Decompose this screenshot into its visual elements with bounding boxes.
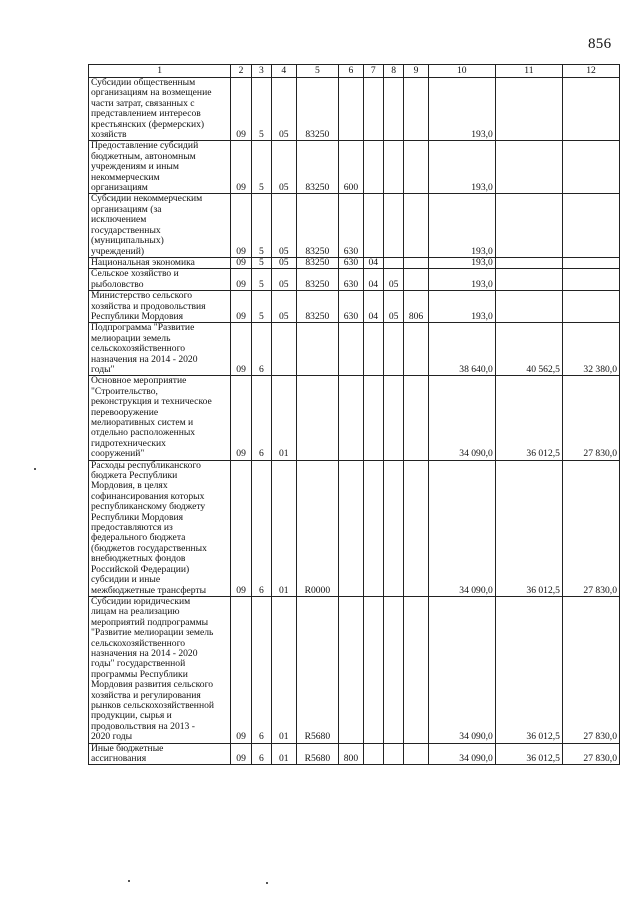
table-cell bbox=[339, 376, 363, 460]
table-cell: 630 bbox=[339, 269, 363, 291]
table-cell bbox=[296, 323, 339, 376]
table-cell: 01 bbox=[272, 460, 296, 596]
row-name-line: внебюджетных фондов bbox=[91, 553, 186, 565]
row-name-line: исключением bbox=[91, 214, 147, 226]
row-name-line: Иные бюджетные bbox=[91, 742, 164, 754]
row-name-line: гидротехнических bbox=[91, 437, 166, 449]
row-name-line: мероприятий подпрограммы bbox=[91, 616, 209, 628]
table-cell bbox=[404, 257, 428, 268]
table-cell bbox=[339, 323, 363, 376]
table-cell bbox=[296, 376, 339, 460]
row-name-line: 2020 годы bbox=[91, 731, 133, 743]
column-header: 12 bbox=[562, 65, 619, 78]
row-name-line: Сельское хозяйство и bbox=[91, 268, 179, 280]
table-cell: 01 bbox=[272, 743, 296, 765]
row-name-line: хозяйства и регулирования bbox=[91, 689, 201, 701]
table-cell bbox=[363, 323, 383, 376]
row-name-line: лицам на реализацию bbox=[91, 606, 180, 618]
table-cell: 193,0 bbox=[428, 291, 495, 323]
row-name-line: организациям (за bbox=[91, 203, 162, 215]
table-cell bbox=[404, 78, 428, 141]
table-cell: 630 bbox=[339, 291, 363, 323]
table-cell: 05 bbox=[272, 257, 296, 268]
table-cell bbox=[404, 596, 428, 743]
table-row bbox=[89, 460, 620, 596]
table-cell: 193,0 bbox=[428, 78, 495, 141]
table-cell bbox=[562, 291, 619, 323]
row-name-cell bbox=[89, 291, 231, 323]
row-name-line: бюджетным, автономным bbox=[91, 150, 196, 162]
row-name-line: "Развитие мелиорации земель bbox=[91, 627, 214, 639]
table-cell bbox=[363, 743, 383, 765]
row-name-line: сельскохозяйственного bbox=[91, 343, 186, 355]
table-cell: 806 bbox=[404, 291, 428, 323]
table-cell: 83250 bbox=[296, 269, 339, 291]
table-cell bbox=[562, 78, 619, 141]
table-cell: 630 bbox=[339, 257, 363, 268]
table-cell bbox=[562, 269, 619, 291]
row-name-line: Мордовия, в целях bbox=[91, 480, 168, 492]
table-cell: 5 bbox=[251, 78, 271, 141]
row-name-line: сооружений" bbox=[91, 448, 145, 460]
table-row bbox=[89, 257, 620, 268]
row-name-line: организациям bbox=[91, 182, 148, 194]
table-cell: 05 bbox=[272, 141, 296, 194]
row-name-line: "Строительство, bbox=[91, 385, 158, 397]
column-header: 5 bbox=[296, 65, 339, 78]
row-name-cell bbox=[89, 269, 231, 291]
table-cell: 09 bbox=[231, 269, 251, 291]
row-name-line: годы" государственной bbox=[91, 658, 186, 670]
table-cell: 5 bbox=[251, 194, 271, 257]
row-name-cell bbox=[89, 460, 231, 596]
table-body bbox=[89, 78, 620, 765]
table-row bbox=[89, 78, 620, 141]
table-cell bbox=[363, 194, 383, 257]
table-cell: 34 090,0 bbox=[428, 596, 495, 743]
table-cell: 05 bbox=[383, 269, 403, 291]
table-cell: 32 380,0 bbox=[562, 323, 619, 376]
table-cell: 34 090,0 bbox=[428, 743, 495, 765]
table-cell: 193,0 bbox=[428, 141, 495, 194]
row-name-line: субсидии и иные bbox=[91, 574, 161, 586]
row-name-line: Субсидии некоммерческим bbox=[91, 193, 203, 205]
row-name-line: Расходы республиканского bbox=[91, 459, 201, 471]
page-number: 856 bbox=[588, 36, 612, 52]
row-name-cell bbox=[89, 78, 231, 141]
table-cell bbox=[363, 141, 383, 194]
table-row bbox=[89, 141, 620, 194]
column-header: 8 bbox=[383, 65, 403, 78]
table-cell bbox=[363, 78, 383, 141]
row-name-line: организациям на возмещение bbox=[91, 87, 212, 99]
table-cell: 800 bbox=[339, 743, 363, 765]
table-cell: 5 bbox=[251, 269, 271, 291]
header-row bbox=[89, 65, 620, 78]
table-cell: 36 012,5 bbox=[495, 743, 562, 765]
table-cell: 27 830,0 bbox=[562, 596, 619, 743]
table-cell bbox=[404, 460, 428, 596]
table-cell bbox=[404, 323, 428, 376]
row-name-line: учреждений) bbox=[91, 245, 145, 257]
row-name-cell bbox=[89, 743, 231, 765]
table-cell: 6 bbox=[251, 596, 271, 743]
table-cell: 5 bbox=[251, 257, 271, 268]
table-cell: 05 bbox=[272, 194, 296, 257]
table-cell: 5 bbox=[251, 291, 271, 323]
row-name-line: Российской Федерации) bbox=[91, 563, 190, 575]
table-cell: 05 bbox=[272, 269, 296, 291]
row-name-line: отдельно расположенных bbox=[91, 427, 196, 439]
column-header: 11 bbox=[495, 65, 562, 78]
row-name-line: крестьянских (фермерских) bbox=[91, 118, 205, 130]
table-cell: 05 bbox=[383, 291, 403, 323]
table-cell: 83250 bbox=[296, 141, 339, 194]
table-cell: 09 bbox=[231, 78, 251, 141]
table-cell: 38 640,0 bbox=[428, 323, 495, 376]
table-cell: 36 012,5 bbox=[495, 460, 562, 596]
row-name-line: (бюджетов государственных bbox=[91, 542, 207, 554]
table-cell: 5 bbox=[251, 141, 271, 194]
table-cell bbox=[363, 376, 383, 460]
row-name-line: мелиорации земель bbox=[91, 332, 171, 344]
row-name-line: Мордовия развития сельского bbox=[91, 679, 214, 691]
row-name-line: Республики Мордовия bbox=[91, 511, 184, 523]
row-name-line: некоммерческим bbox=[91, 171, 160, 183]
table-cell bbox=[562, 257, 619, 268]
table-cell bbox=[562, 141, 619, 194]
row-name-line: федерального бюджета bbox=[91, 532, 186, 544]
table-cell: 40 562,5 bbox=[495, 323, 562, 376]
row-name-line: хозяйства и продовольствия bbox=[91, 300, 206, 312]
row-name-line: Национальная экономика bbox=[91, 256, 195, 268]
table-cell bbox=[495, 78, 562, 141]
table-cell: 09 bbox=[231, 460, 251, 596]
table-cell bbox=[383, 743, 403, 765]
table-row bbox=[89, 323, 620, 376]
table-cell: 193,0 bbox=[428, 257, 495, 268]
row-name-line: (муниципальных) bbox=[91, 235, 164, 247]
table-cell bbox=[339, 460, 363, 596]
column-header: 7 bbox=[363, 65, 383, 78]
table-cell bbox=[339, 78, 363, 141]
table-cell: R5680 bbox=[296, 743, 339, 765]
row-name-line: ассигнования bbox=[91, 753, 147, 764]
table-cell: 34 090,0 bbox=[428, 376, 495, 460]
table-cell: 09 bbox=[231, 323, 251, 376]
row-name-line: перевооружение bbox=[91, 406, 159, 418]
table-cell: R5680 bbox=[296, 596, 339, 743]
column-header: 9 bbox=[404, 65, 428, 78]
table-cell bbox=[383, 376, 403, 460]
table-cell: 09 bbox=[231, 257, 251, 268]
table-cell: 09 bbox=[231, 376, 251, 460]
table-cell: R0000 bbox=[296, 460, 339, 596]
table-cell bbox=[495, 141, 562, 194]
table-cell bbox=[404, 269, 428, 291]
table-cell: 09 bbox=[231, 743, 251, 765]
row-name-cell bbox=[89, 194, 231, 257]
row-name-line: Министерство сельского bbox=[91, 290, 193, 302]
table-cell bbox=[404, 141, 428, 194]
table-cell: 04 bbox=[363, 257, 383, 268]
row-name-line: годы" bbox=[91, 363, 115, 375]
table-row bbox=[89, 376, 620, 460]
table-cell: 01 bbox=[272, 596, 296, 743]
table-cell: 01 bbox=[272, 376, 296, 460]
table-cell: 83250 bbox=[296, 257, 339, 268]
table-cell: 09 bbox=[231, 194, 251, 257]
row-name-line: предоставляются из bbox=[91, 522, 173, 534]
row-name-line: Подпрограмма "Развитие bbox=[91, 322, 195, 334]
column-header: 6 bbox=[339, 65, 363, 78]
row-name-cell bbox=[89, 141, 231, 194]
row-name-line: Республики Мордовия bbox=[91, 310, 184, 322]
table-cell: 193,0 bbox=[428, 194, 495, 257]
table-cell: 27 830,0 bbox=[562, 376, 619, 460]
row-name-line: части затрат, связанных с bbox=[91, 97, 195, 109]
row-name-line: республиканскому бюджету bbox=[91, 501, 206, 513]
row-name-line: хозяйств bbox=[91, 129, 127, 141]
row-name-line: Предоставление субсидий bbox=[91, 140, 199, 152]
row-name-line: реконструкция и техническое bbox=[91, 396, 212, 408]
row-name-line: назначения на 2014 - 2020 bbox=[91, 353, 198, 365]
table-cell: 27 830,0 bbox=[562, 743, 619, 765]
table-cell: 83250 bbox=[296, 194, 339, 257]
row-name-line: софинансирования которых bbox=[91, 490, 205, 502]
column-header: 1 bbox=[89, 65, 231, 78]
table-cell bbox=[383, 323, 403, 376]
table-cell bbox=[404, 376, 428, 460]
table-cell: 04 bbox=[363, 269, 383, 291]
table-cell: 05 bbox=[272, 291, 296, 323]
table-cell: 83250 bbox=[296, 78, 339, 141]
table-row bbox=[89, 291, 620, 323]
scan-speck bbox=[128, 880, 130, 882]
table-cell bbox=[383, 257, 403, 268]
table-cell: 36 012,5 bbox=[495, 376, 562, 460]
table-row bbox=[89, 194, 620, 257]
row-name-line: межбюджетные трансферты bbox=[91, 584, 207, 596]
table-cell bbox=[562, 194, 619, 257]
table-cell bbox=[404, 194, 428, 257]
scan-speck bbox=[266, 882, 268, 884]
table-cell bbox=[363, 596, 383, 743]
row-name-line: Основное мероприятие bbox=[91, 375, 187, 387]
row-name-cell bbox=[89, 376, 231, 460]
table-cell bbox=[383, 596, 403, 743]
table-cell: 36 012,5 bbox=[495, 596, 562, 743]
row-name-cell bbox=[89, 323, 231, 376]
column-header: 4 bbox=[272, 65, 296, 78]
table-cell bbox=[495, 291, 562, 323]
table-cell bbox=[383, 460, 403, 596]
table-cell: 27 830,0 bbox=[562, 460, 619, 596]
table-row bbox=[89, 596, 620, 743]
row-name-line: представлением интересов bbox=[91, 108, 201, 120]
row-name-line: бюджета Республики bbox=[91, 470, 178, 482]
table-cell: 09 bbox=[231, 596, 251, 743]
table-cell: 09 bbox=[231, 141, 251, 194]
table-cell: 05 bbox=[272, 78, 296, 141]
table-cell: 04 bbox=[363, 291, 383, 323]
table-cell bbox=[383, 78, 403, 141]
table-cell bbox=[495, 269, 562, 291]
table-cell: 6 bbox=[251, 743, 271, 765]
row-name-line: рыболовство bbox=[91, 278, 144, 290]
column-header: 10 bbox=[428, 65, 495, 78]
table-cell bbox=[383, 194, 403, 257]
scan-speck bbox=[34, 468, 36, 470]
row-name-line: назначения на 2014 - 2020 bbox=[91, 647, 198, 659]
row-name-line: мелиоративных систем и bbox=[91, 417, 194, 428]
row-name-cell bbox=[89, 596, 231, 743]
row-name-line: продукции, сырья и bbox=[91, 710, 172, 722]
table-cell bbox=[272, 323, 296, 376]
row-name-line: сельскохозяйственного bbox=[91, 637, 186, 649]
budget-table bbox=[88, 64, 620, 765]
table-cell: 09 bbox=[231, 291, 251, 323]
table-cell: 630 bbox=[339, 194, 363, 257]
table-cell bbox=[339, 596, 363, 743]
row-name-line: Субсидии общественным bbox=[91, 77, 196, 88]
table-cell: 6 bbox=[251, 376, 271, 460]
table-cell: 600 bbox=[339, 141, 363, 194]
table-cell: 6 bbox=[251, 323, 271, 376]
table-cell bbox=[495, 257, 562, 268]
table-cell bbox=[363, 460, 383, 596]
table-cell: 83250 bbox=[296, 291, 339, 323]
row-name-line: рынков сельскохозяйственной bbox=[91, 699, 215, 711]
table-cell: 6 bbox=[251, 460, 271, 596]
table-cell: 34 090,0 bbox=[428, 460, 495, 596]
row-name-line: государственных bbox=[91, 224, 161, 236]
table-cell bbox=[404, 743, 428, 765]
column-header: 2 bbox=[231, 65, 251, 78]
table-cell: 193,0 bbox=[428, 269, 495, 291]
row-name-cell bbox=[89, 257, 231, 268]
row-name-line: продовольствия на 2013 - bbox=[91, 720, 195, 732]
row-name-line: программы Республики bbox=[91, 668, 188, 680]
row-name-line: учреждениям и иным bbox=[91, 161, 179, 173]
table-row bbox=[89, 269, 620, 291]
table-row bbox=[89, 743, 620, 765]
table-cell bbox=[383, 141, 403, 194]
column-header: 3 bbox=[251, 65, 271, 78]
row-name-line: Субсидии юридическим bbox=[91, 595, 191, 607]
table-cell bbox=[495, 194, 562, 257]
